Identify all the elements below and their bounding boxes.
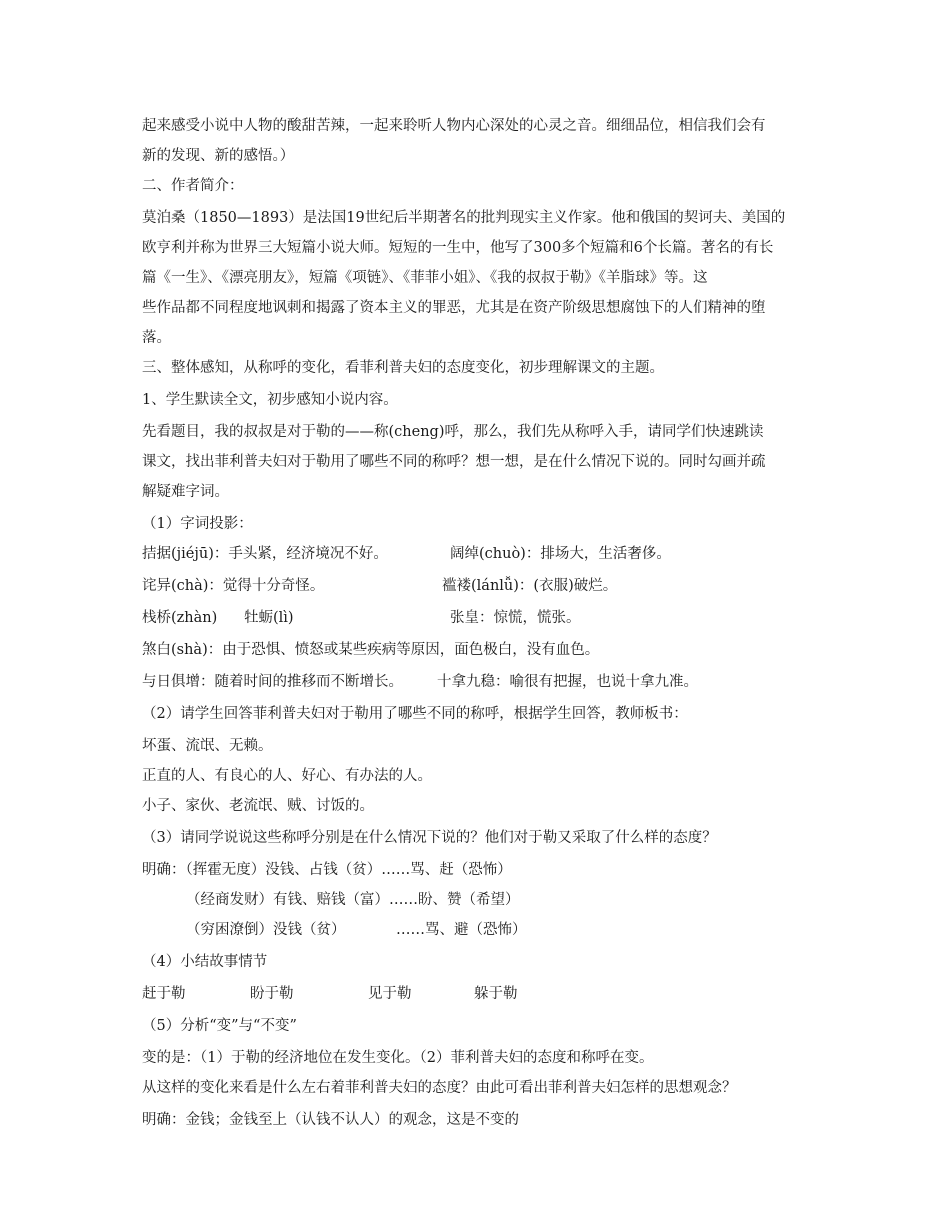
answer-line-1: 明确：（挥霍无度）没钱、占钱（贫）……骂、赶（恐怖） [142,862,512,878]
plot-step: 赶于勒 [142,986,186,1002]
plot-step: 见于勒 [368,986,412,1002]
vocab-shabai: 煞白(shà)：由于恐惧、愤怒或某些疾病等原因，面色极白，没有血色。 [142,642,600,658]
step-1-para-line-1: 先看题目，我的叔叔是对于勒的——称(cheng)呼，那么，我们先从称呼入手，请同学们快速跳读 [142,424,764,440]
vocab-lanlv: 褴褛(lánlǚ)：(衣服)破烂。 [442,578,618,594]
step-1-heading: 1、学生默读全文，初步感知小说内容。 [142,392,398,408]
plot-step: 盼于勒 [250,986,294,1002]
question-2: （2）请学生回答菲利普夫妇对于勒用了哪些不同的称呼，根据学生回答，教师板书： [142,706,688,722]
question-3: （3）请同学说说这些称呼分别是在什么情况下说的？他们对于勒又采取了什么样的态度？ [142,830,717,846]
intro-line-1: 起来感受小说中人物的酸甜苦辣，一起来聆听人物内心深处的心灵之音。细细品位，相信我们会有 [142,118,766,134]
section-2-heading: 二、作者简介： [142,178,244,194]
bio-line-1: 莫泊桑（1850—1893）是法国19世纪后半期著名的批判现实主义作家。他和俄国的契诃夫、美国的 [142,210,786,226]
names-group-2: 正直的人、有良心的人、好心、有办法的人。 [142,768,432,784]
question-5: （5）分析“变”与“不变” [142,1018,297,1034]
step-1-para-line-2: 课文，找出菲利普夫妇对于勒用了哪些不同的称呼？想一想，是在什么情况下说的。同时勾画并疏 [142,454,766,470]
vocab-chayi: 诧异(chà)：觉得十分奇怪。 [142,578,325,594]
question-4: （4）小结故事情节 [142,954,268,970]
answer-line-2: （经商发财）有钱、赔钱（富）……盼、赞（希望） [186,892,520,908]
vocab-zhanghuang: 张皇：惊慌，慌张。 [450,610,581,626]
intro-line-2: 新的发现、新的感悟。） [142,148,295,164]
vocab-jieju: 拮据(jiéjū)：手头紧，经济境况不好。 [142,546,388,562]
vocab-muli: 牡蛎(lì) [244,610,294,626]
vocab-kuochuo: 阔绰(chuò)：排场大，生活奢侈。 [450,546,671,562]
step-1-para-line-3: 解疑难字词。 [142,484,229,500]
bio-line-3: 篇《一生》、《漂亮朋友》，短篇《项链》、《菲菲小姐》、《我的叔叔于勒》《羊脂球》等。这 [142,270,708,286]
bio-line-5: 落。 [142,330,171,346]
vocab-heading: （1）字词投影： [142,516,253,532]
plot-step: 躲于勒 [474,986,518,1002]
section-3-heading: 三、整体感知，从称呼的变化，看菲利普夫妇的态度变化，初步理解课文的主题。 [142,360,664,376]
bio-line-4: 些作品都不同程度地讽刺和揭露了资本主义的罪恶，尤其是在资产阶级思想腐蚀下的人们精神的堕 [142,300,766,316]
change-statement: 变的是：（1）于勒的经济地位在发生变化。（2）菲利普夫妇的态度和称呼在变。 [142,1050,654,1066]
answer-line-3-attitude: ……骂、避（恐怖） [396,922,527,938]
answer-line-3-cause: （穷困潦倒）没钱（贫） [186,922,346,938]
names-group-3: 小子、家伙、老流氓、贼、讨饭的。 [142,798,374,814]
bio-line-2: 欧亨利并称为世界三大短篇小说大师。短短的一生中，他写了300多个短篇和6个长篇。著名的有长 [142,240,774,256]
conclusion: 明确：金钱；金钱至上（认钱不认人）的观念，这是不变的 [142,1112,519,1128]
vocab-zhanqiao: 栈桥(zhàn) [142,610,218,626]
why-question: 从这样的变化来看是什么左右着菲利普夫妇的态度？由此可看出菲利普夫妇怎样的思想观念？ [142,1080,737,1096]
names-group-1: 坏蛋、流氓、无赖。 [142,738,273,754]
vocab-shinajiuwen: 十拿九稳：喻很有把握，也说十拿九准。 [437,674,698,690]
vocab-yurijuzeng: 与日俱增：随着时间的推移而不断增长。 [142,674,403,690]
